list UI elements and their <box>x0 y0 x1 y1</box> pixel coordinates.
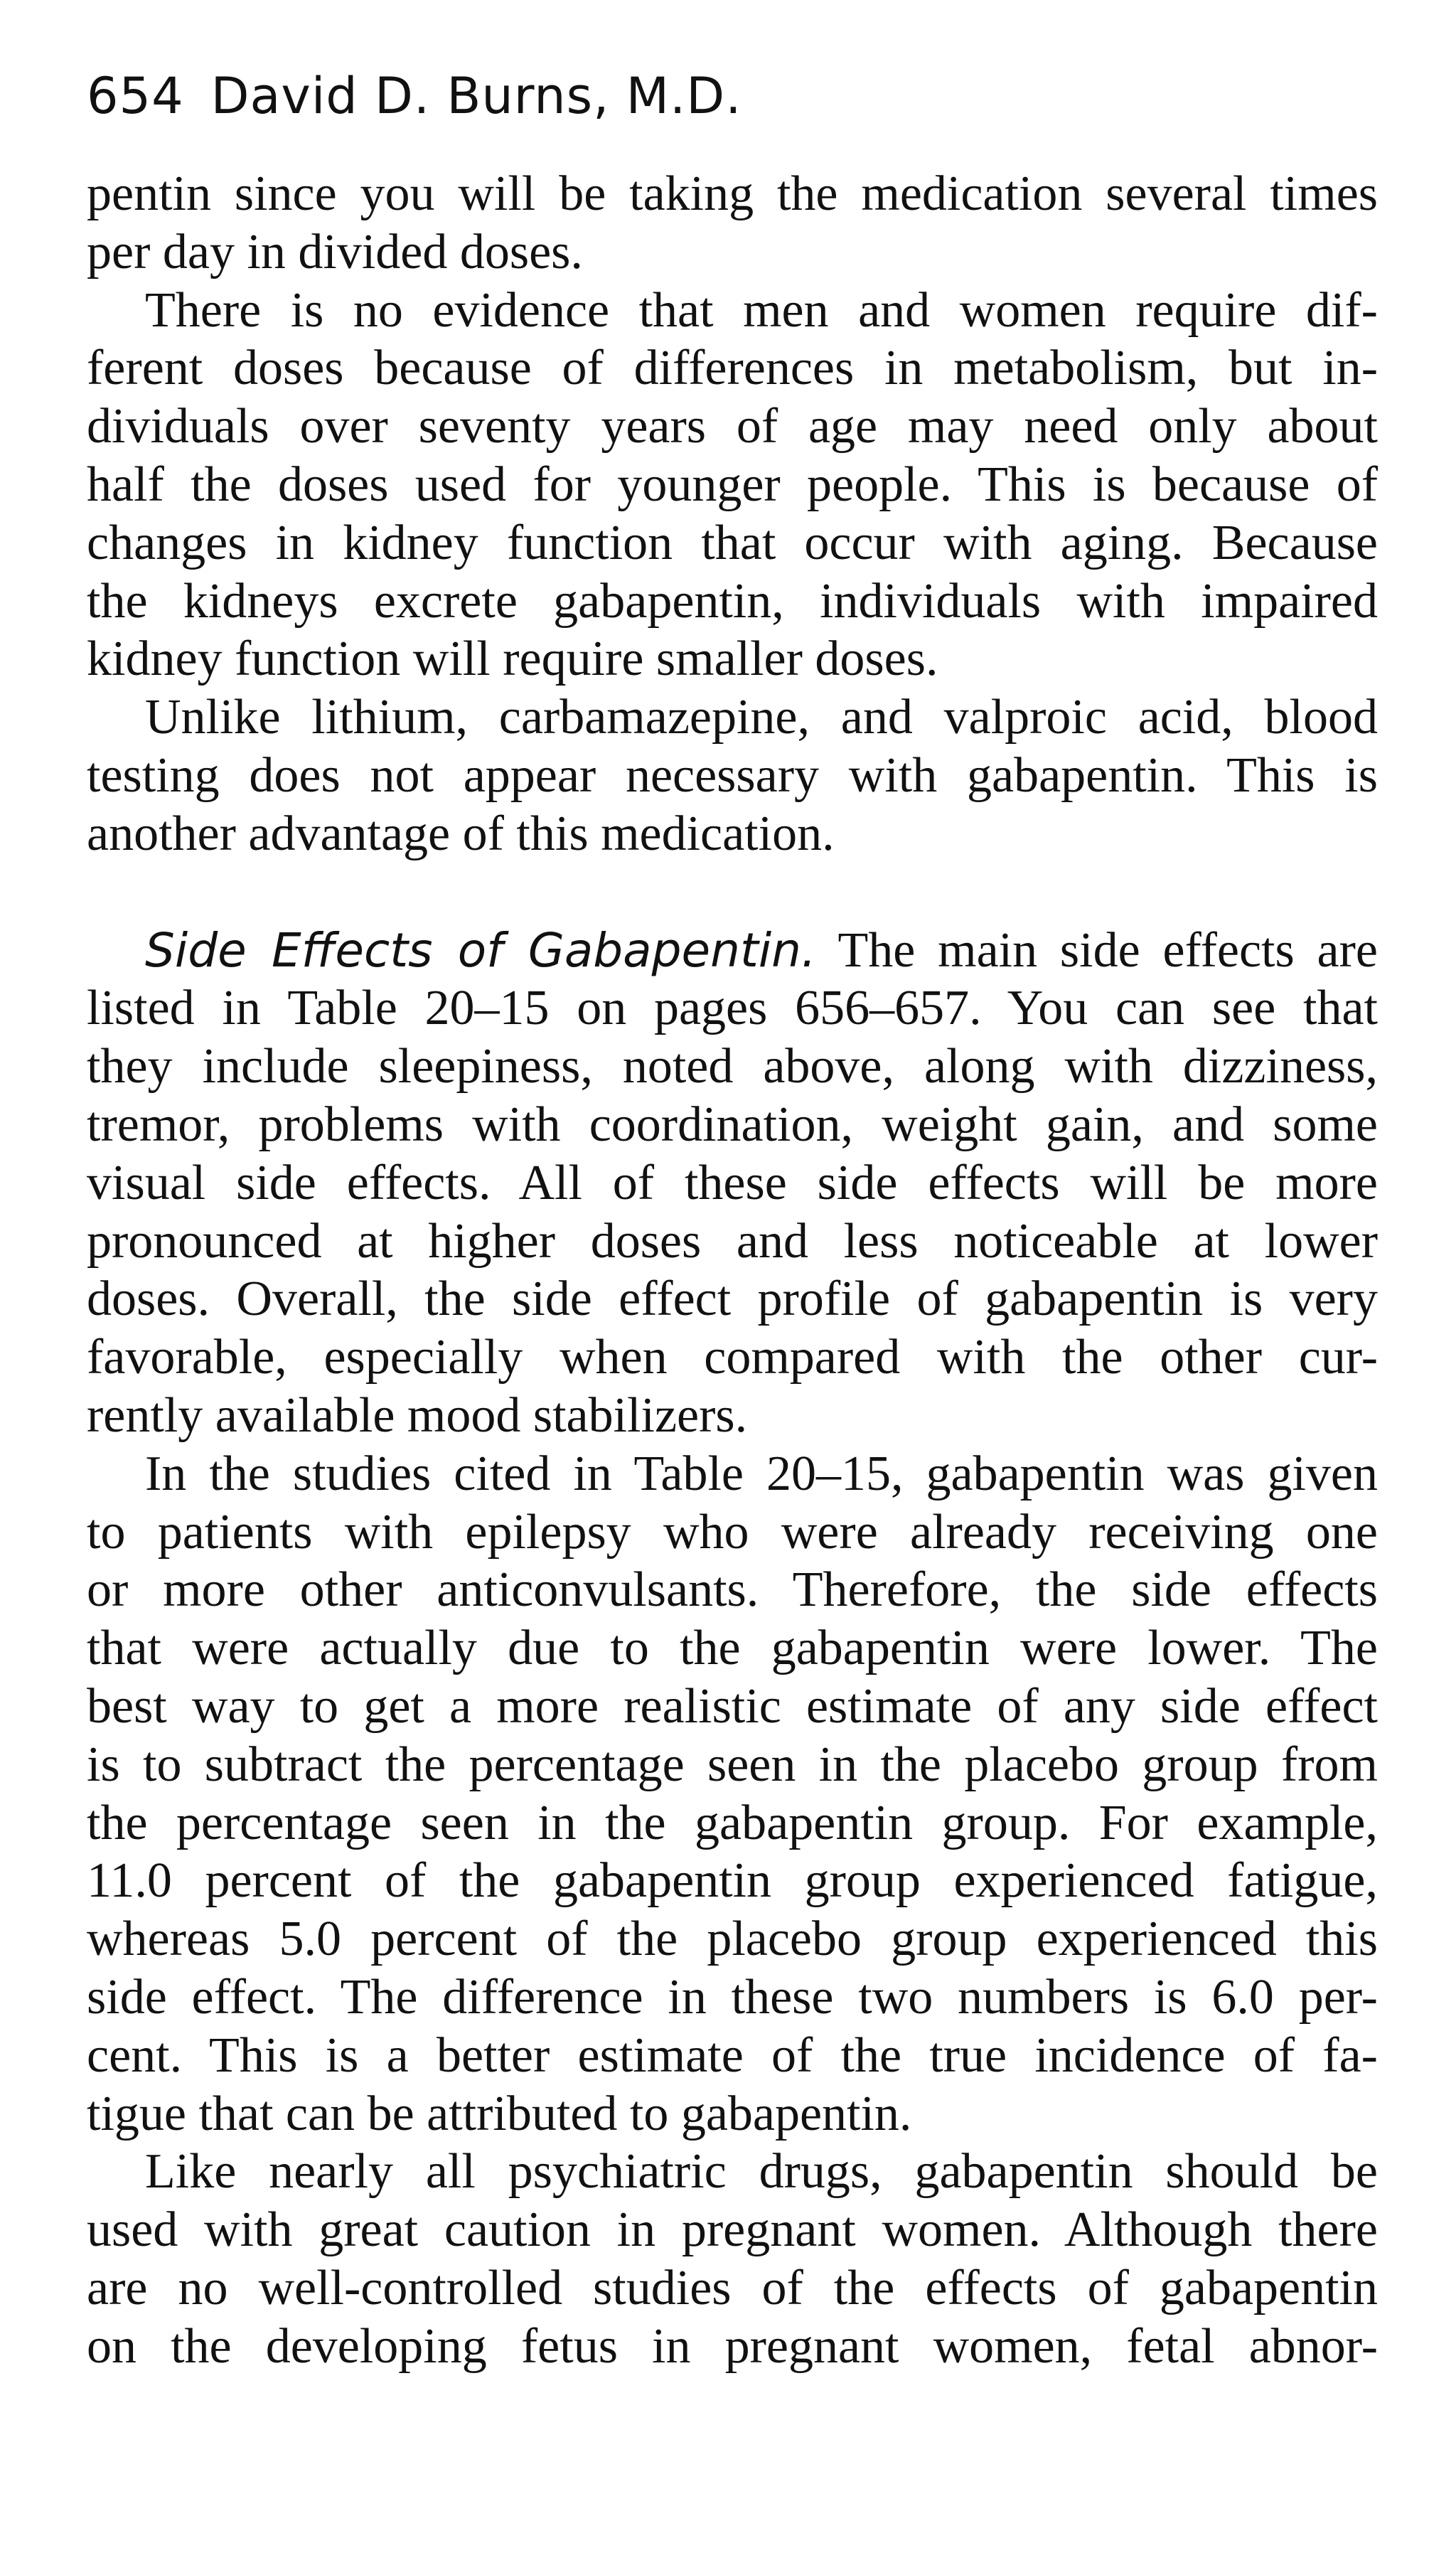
text-line: to patients with epilepsy who were already receiving one <box>87 1504 1378 1560</box>
text-line-rest: The main side effects are <box>815 922 1378 978</box>
text-line: or more other anticonvulsants. Therefore, the side effects <box>87 1562 1378 1618</box>
body-text <box>87 165 1378 2375</box>
paragraph-continuation <box>87 165 1378 282</box>
paragraph-side-effects <box>87 922 1378 1445</box>
text-line: side effect. The difference in these two numbers is 6.0 per- <box>87 1969 1378 2025</box>
text-line: kidney function will require smaller doses. <box>87 631 938 687</box>
text-line: per day in divided doses. <box>87 224 583 279</box>
text-line: favorable, especially when compared with the other cur- <box>87 1330 1378 1385</box>
paragraph-dosing <box>87 282 1378 689</box>
text-line <box>87 922 1378 980</box>
page-number: 654 <box>87 67 184 125</box>
run-in-heading: Side Effects of Gabapentin. <box>145 922 816 978</box>
text-line: is to subtract the percentage seen in the placebo group from <box>87 1737 1378 1792</box>
text-line: Like nearly all psychiatric drugs, gabapentin should be <box>145 2144 1378 2200</box>
text-line: In the studies cited in Table 20–15, gabapentin was given <box>145 1446 1378 1501</box>
text-line: dividuals over seventy years of age may need only about <box>87 399 1378 454</box>
paragraph-blood-testing <box>87 688 1378 863</box>
text-line: There is no evidence that men and women require dif- <box>145 282 1378 338</box>
text-line: listed in Table 20–15 on pages 656–657. You can see that <box>87 981 1378 1036</box>
text-line: cent. This is a better estimate of the true incidence of fa- <box>87 2027 1378 2083</box>
text-line: pronounced at higher doses and less noticeable at lower <box>87 1213 1378 1269</box>
text-line: testing does not appear necessary with gabapentin. This is <box>87 747 1378 803</box>
text-line: another advantage of this medication. <box>87 806 835 861</box>
text-line: pentin since you will be taking the medication several times <box>87 166 1378 221</box>
text-line: tremor, problems with coordination, weight gain, and some <box>87 1097 1378 1152</box>
text-line: whereas 5.0 percent of the placebo group experienced this <box>87 1912 1378 1967</box>
text-line: are no well-controlled studies of the effects of gabapentin <box>87 2260 1378 2315</box>
text-line: they include sleepiness, noted above, along with dizziness, <box>87 1039 1378 1094</box>
text-line: on the developing fetus in pregnant women, fetal abnor- <box>87 2318 1378 2374</box>
running-head <box>87 67 742 125</box>
text-line: doses. Overall, the side effect profile of gabapentin is very <box>87 1272 1378 1327</box>
running-head-author: David D. Burns, M.D. <box>210 67 742 125</box>
text-line: half the doses used for younger people. This is because of <box>87 457 1378 512</box>
text-line: the percentage seen in the gabapentin group. For example, <box>87 1795 1378 1850</box>
paragraph-pregnancy <box>87 2143 1378 2375</box>
paragraph-studies <box>87 1445 1378 2143</box>
text-line: used with great caution in pregnant women. Although there <box>87 2202 1378 2258</box>
text-line: 11.0 percent of the gabapentin group experienced fatigue, <box>87 1853 1378 1909</box>
text-line: ferent doses because of differences in metabolism, but in- <box>87 341 1378 396</box>
text-line: tigue that can be attributed to gabapentin. <box>87 2086 912 2141</box>
text-line: the kidneys excrete gabapentin, individuals with impaired <box>87 573 1378 629</box>
text-line: Unlike lithium, carbamazepine, and valproic acid, blood <box>145 690 1378 745</box>
text-line: rently available mood stabilizers. <box>87 1387 748 1443</box>
text-line: visual side effects. All of these side effects will be more <box>87 1155 1378 1210</box>
text-line: that were actually due to the gabapentin were lower. The <box>87 1621 1378 1676</box>
text-line: best way to get a more realistic estimate of any side effect <box>87 1678 1378 1734</box>
text-line: changes in kidney function that occur with aging. Because <box>87 515 1378 570</box>
